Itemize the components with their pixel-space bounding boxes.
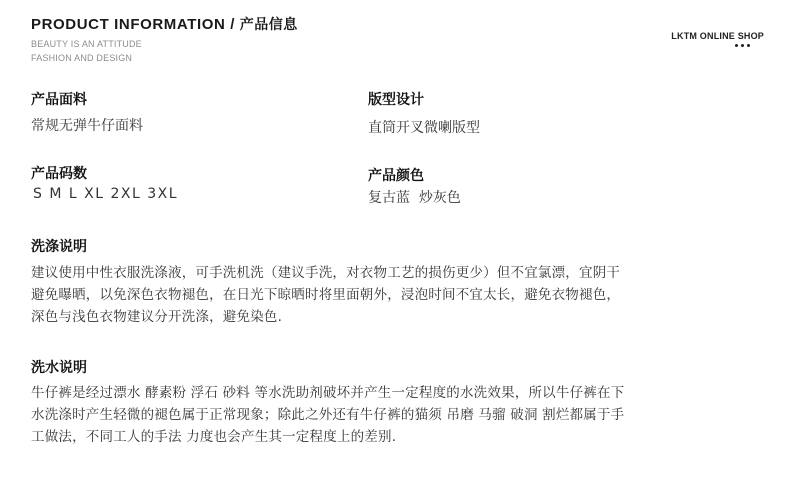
dot [747,44,750,47]
fabric-label: 产品面料 [31,92,87,108]
water-wash-title: 洗水说明 [31,360,87,376]
colors-value: 复古蓝 炒灰色 [368,190,461,206]
washing-line: 建议使用中性衣服洗涤液，可手洗机洗（建议手洗，对衣物工艺的损伤更少）但不宜氯漂，宜阴干 [31,265,621,281]
sizes-value: S M L XL 2XL 3XL [33,186,179,202]
design-label: 版型设计 [368,92,424,108]
title-separator: / [225,16,240,33]
fabric-value: 常规无弹牛仔面料 [31,118,143,134]
tagline-attitude: BEAUTY IS AN ATTITUDE [31,39,142,49]
tagline-fashion: FASHION AND DESIGN [31,53,133,63]
shop-name: LKTM ONLINE SHOP [671,31,764,41]
water-wash-line: 水洗涤时产生轻微的褪色属于正常现象；除此之外还有牛仔裤的猫须 吊磨 马骝 破洞 割烂都属于手 [31,407,625,423]
page-title [31,14,298,34]
washing-line: 避免曝晒，以免深色衣物褪色，在日光下晾晒时将里面朝外，浸泡时间不宜太长，避免衣物褪色， [31,287,621,303]
page-title-en: PRODUCT INFORMATION [31,16,226,33]
dot [741,44,744,47]
sizes-label: 产品码数 [31,166,87,182]
water-wash-instructions [31,382,751,448]
washing-instructions [31,262,751,328]
washing-line: 深色与浅色衣物建议分开洗涤，避免染色. [31,309,283,325]
washing-title: 洗涤说明 [31,239,87,255]
water-wash-line: 牛仔裤是经过漂水 酵素粉 浮石 砂料 等水洗助剂破坏并产生一定程度的水洗效果，所以牛仔裤在下 [31,385,625,401]
dot [735,44,738,47]
water-wash-line: 工做法，不同工人的手法 力度也会产生其一定程度上的差别. [31,429,397,445]
more-dots-icon [735,44,750,47]
design-value: 直筒开叉微喇版型 [368,120,480,136]
colors-label: 产品颜色 [368,168,424,184]
page-title-zh: 产品信息 [239,17,298,33]
